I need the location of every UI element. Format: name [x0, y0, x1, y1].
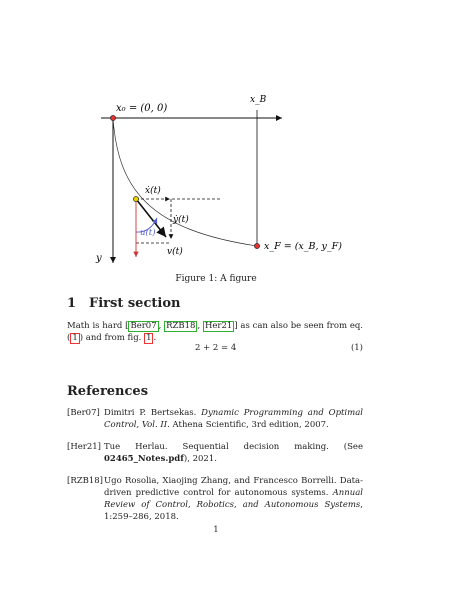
eq-ref-link[interactable]: 1: [72, 333, 78, 343]
references-list: [67, 407, 363, 533]
para-text: .: [153, 333, 157, 343]
page-number: 1: [213, 525, 219, 535]
section-paragraph: [67, 320, 363, 344]
reference-rest: , 1:259–286, 2018.: [104, 500, 363, 522]
start-point: [110, 115, 115, 120]
section-title: First section: [89, 296, 181, 311]
label-v: v(t): [167, 247, 183, 257]
cite-bracket-open: [: [125, 321, 129, 331]
label-xb: x_B: [250, 95, 267, 105]
label-xf: x_F = (x_B, y_F): [264, 241, 342, 252]
cite-link-ber07[interactable]: Ber07: [130, 321, 157, 331]
section-heading: [67, 296, 180, 311]
figure-1: [0, 0, 464, 290]
label-x0: x₀ = (0, 0): [116, 103, 168, 114]
reference-file-link[interactable]: 02465_Notes.pdf: [104, 454, 184, 464]
label-xdot: ẋ(t): [145, 186, 161, 196]
reference-title: Annual Review of Control, Robotics, and Autonomous Systems: [104, 488, 363, 510]
reference-rest: ), 2021.: [183, 454, 217, 464]
cite-link-her21[interactable]: Her21: [204, 321, 233, 331]
reference-rzb18: [67, 475, 363, 523]
label-ydot: ẏ(t): [173, 215, 189, 225]
reference-authors: Ugo Rosolia, Xiaojing Zhang, and Francesco Borrelli. Data-driven predictive control for autonomous systems.: [104, 476, 363, 498]
reference-key: [Ber07]: [67, 408, 100, 418]
reference-key: [RZB18]: [67, 476, 104, 486]
cite-link-rzb18[interactable]: RZB18: [166, 321, 196, 331]
para-text: Math is hard: [67, 321, 126, 331]
current-point: [133, 196, 138, 201]
cite-separator: ,: [197, 321, 203, 331]
reference-authors: Tue Herlau. Sequential decision making. (See: [104, 442, 363, 452]
references-heading: References: [67, 384, 149, 399]
equation-number: (1): [350, 343, 363, 353]
equation-body: 2 + 2 = 4: [195, 343, 237, 353]
reference-title: Dynamic Programming and Optimal Control, Vol. II: [104, 408, 363, 430]
figure-caption: Figure 1: A figure: [175, 274, 257, 284]
label-y: y: [96, 253, 102, 264]
reference-ber07: [67, 407, 363, 431]
reference-key: [Her21]: [67, 442, 101, 452]
cite-bracket-close: ]: [234, 321, 238, 331]
end-point: [254, 243, 259, 248]
para-text: ) and from fig.: [79, 333, 145, 343]
reference-her21: [67, 441, 363, 465]
cite-separator: ,: [158, 321, 165, 331]
section-number: 1: [67, 296, 77, 311]
fig-ref-link[interactable]: 1: [146, 333, 152, 343]
trajectory-curve: [113, 118, 257, 246]
reference-rest: . Athena Scientific, 3rd edition, 2007.: [167, 420, 329, 430]
label-u: u(t): [140, 228, 156, 238]
reference-authors: Dimitri P. Bertsekas.: [104, 408, 202, 418]
para-text: as can also be seen from eq. (: [67, 321, 363, 343]
